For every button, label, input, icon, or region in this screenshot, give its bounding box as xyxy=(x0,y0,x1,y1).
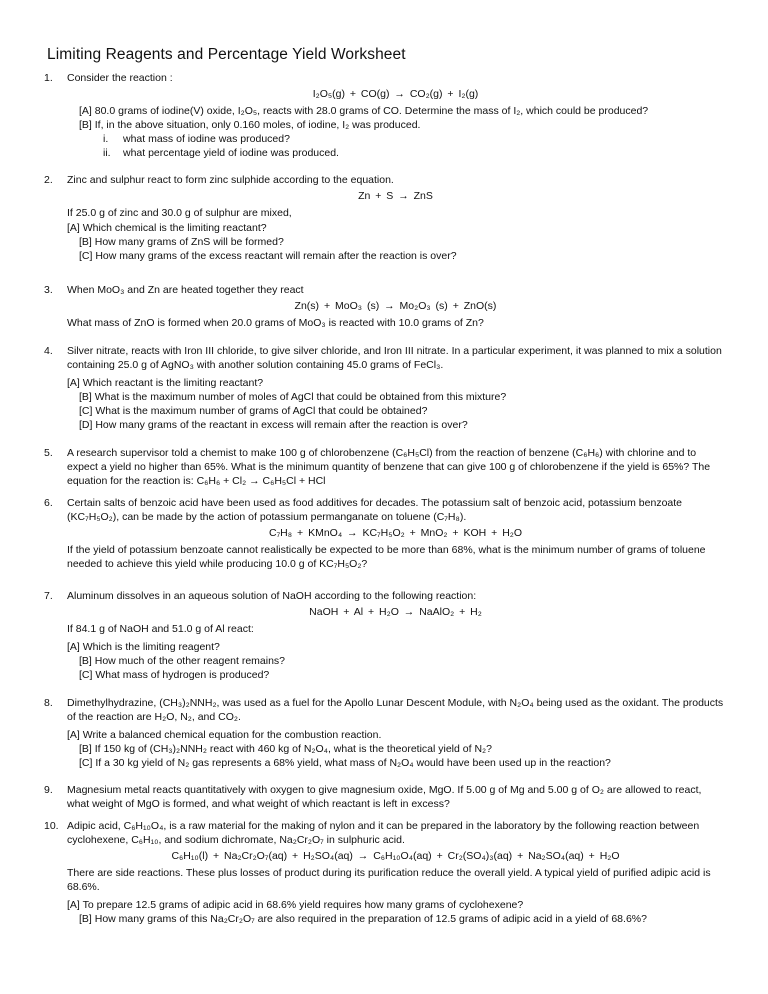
question-6 xyxy=(44,497,724,572)
reaction-equation: C₇H₈ + KMnO₄ → KC₇H₅O₂ + MnO₂ + KOH + H₂O xyxy=(268,526,523,539)
question-intro: Certain salts of benzoic acid have been used as food additives for decades. The potassium salt of benzoic acid, potassium benzoate (KC₇H₅O₂), can be made by the action of potassium permanganate on toluene (C₇H₈). xyxy=(67,497,683,523)
question-part: [B] If 150 kg of (CH₃)₂NNH₂ react with 460 kg of N₂O₄, what is the theoretical yield of N₂? xyxy=(79,742,492,755)
question-number: 9. xyxy=(44,784,53,796)
question-part: [A] Which reactant is the limiting reactant? xyxy=(67,376,264,389)
question-part: [A] To prepare 12.5 grams of adipic acid in 68.6% yield requires how many grams of cyclohexene? xyxy=(67,898,524,911)
question-part: [C] What is the maximum number of grams of AgCl that could be obtained? xyxy=(79,404,428,417)
page-title: Limiting Reagents and Percentage Yield Worksheet xyxy=(47,46,406,63)
question-number: 7. xyxy=(44,590,53,602)
question-intro: A research supervisor told a chemist to make 100 g of chlorobenzene (C₆H₅Cl) from the reaction of benzene (C₆H₆) with chlorine and to expect a yield no higher than 65%. What is the minimum quantity of benzene that can give 100 g of chlorobenzene if the yield is 65%? The equation for the reaction is: C₆H₆ + Cl₂ → C₆H₅Cl + HCl xyxy=(67,447,711,487)
question-intro: Aluminum dissolves in an aqueous solution of NaOH according to the following reaction: xyxy=(67,590,477,602)
reaction-equation: I₂O₅(g) + CO(g) → CO₂(g) + I₂(g) xyxy=(312,87,479,100)
question-number: 3. xyxy=(44,284,53,296)
question-part: [B] If, in the above situation, only 0.160 moles, of iodine, I₂ was produced. xyxy=(79,118,421,131)
subpart-label: i. xyxy=(103,132,109,145)
question-part: [B] How many grams of this Na₂Cr₂O₇ are also required in the preparation of 12.5 grams of adipic acid in a yield of 68.6%? xyxy=(79,912,647,925)
question-text: If 84.1 g of NaOH and 51.0 g of Al react: xyxy=(67,622,254,635)
question-3 xyxy=(44,284,724,331)
question-part: [B] How much of the other reagent remains? xyxy=(79,654,286,667)
question-8 xyxy=(44,697,724,771)
question-part: [C] How many grams of the excess reactant will remain after the reaction is over? xyxy=(79,249,457,262)
question-intro: Consider the reaction : xyxy=(67,72,173,84)
question-5 xyxy=(44,447,724,489)
question-intro: Dimethylhydrazine, (CH₃)₂NNH₂, was used as a fuel for the Apollo Lunar Descent Module, with N₂O₄ being used as the oxidant. The products of the reaction are H₂O, N₂, and CO₂. xyxy=(67,697,724,723)
subpart-text: what percentage yield of iodine was produced. xyxy=(123,146,339,159)
question-part: [A] Which is the limiting reagent? xyxy=(67,640,220,653)
subpart-text: what mass of iodine was produced? xyxy=(123,132,290,145)
question-number: 1. xyxy=(44,72,53,84)
question-10 xyxy=(44,820,724,927)
question-number: 10. xyxy=(44,820,59,832)
question-1 xyxy=(44,72,724,161)
question-intro: Silver nitrate, reacts with Iron III chloride, to give silver chloride, and Iron III nitrate. In a particular experiment, it was planned to mix a solution containing 25.0 g of AgNO₃ with another solution containing 45.0 grams of FeCl₃. xyxy=(67,345,722,371)
question-part: [B] How many grams of ZnS will be formed? xyxy=(79,235,284,248)
question-text: There are side reactions. These plus losses of product during its purification reduce the overall yield. A typical yield of purified adipic acid is 68.6%. xyxy=(67,866,711,893)
question-part: [A] Which chemical is the limiting reactant? xyxy=(67,221,267,234)
question-intro: When MoO₃ and Zn are heated together they react xyxy=(67,284,304,296)
question-2 xyxy=(44,174,724,264)
question-subpart xyxy=(103,147,724,161)
subpart-label: ii. xyxy=(103,146,111,159)
question-9 xyxy=(44,784,724,812)
reaction-equation: Zn + S → ZnS xyxy=(358,189,433,202)
question-part: [C] What mass of hydrogen is produced? xyxy=(79,668,270,681)
question-part: [A] 80.0 grams of iodine(V) oxide, I₂O₅, reacts with 28.0 grams of CO. Determine the mass of I₂, which could be produced? xyxy=(79,104,649,117)
question-text: If 25.0 g of zinc and 30.0 g of sulphur are mixed, xyxy=(67,206,292,219)
question-text: If the yield of potassium benzoate cannot realistically be expected to be more than 68%, what is the minimum number of grams of toluene needed to achieve this yield while producing 10.0 g of KC₇H₅O₂? xyxy=(67,543,706,570)
question-text: What mass of ZnO is formed when 20.0 grams of MoO₃ is reacted with 10.0 grams of Zn? xyxy=(67,316,484,329)
question-part: [A] Write a balanced chemical equation for the combustion reaction. xyxy=(67,728,382,741)
reaction-equation: C₆H₁₀(l) + Na₂Cr₂O₇(aq) + H₂SO₄(aq) → C₆H₁₀O₄(aq) + Cr₂(SO₄)₃(aq) + Na₂SO₄(aq) + H₂O xyxy=(171,849,620,862)
reaction-equation: Zn(s) + MoO₃ (s) → Mo₂O₃ (s) + ZnO(s) xyxy=(294,299,497,312)
question-subpart xyxy=(103,133,724,147)
question-part: [B] What is the maximum number of moles of AgCl that could be obtained from this mixture? xyxy=(79,390,507,403)
reaction-equation: NaOH + Al + H₂O → NaAlO₂ + H₂ xyxy=(309,605,482,618)
question-intro: Adipic acid, C₆H₁₀O₄, is a raw material for the making of nylon and it can be prepared in the laboratory by the following reaction between cyclohexene, C₆H₁₀, and sodium dichromate, Na₂Cr₂O₇ in sulphuric acid. xyxy=(67,820,700,846)
question-part: [C] If a 30 kg yield of N₂ gas represents a 68% yield, what mass of N₂O₄ would have been used up in the reaction? xyxy=(79,756,611,769)
question-number: 6. xyxy=(44,497,53,509)
question-number: 5. xyxy=(44,447,53,459)
question-intro: Magnesium metal reacts quantitatively with oxygen to give magnesium oxide, MgO. If 5.00 g of Mg and 5.00 g of O₂ are allowed to react, what weight of MgO is formed, and what weight of which reactant is left in excess? xyxy=(67,784,702,810)
question-4 xyxy=(44,345,724,433)
question-number: 8. xyxy=(44,697,53,709)
question-number: 4. xyxy=(44,345,53,357)
question-part: [D] How many grams of the reactant in excess will remain after the reaction is over? xyxy=(79,418,468,431)
question-intro: Zinc and sulphur react to form zinc sulphide according to the equation. xyxy=(67,174,394,186)
question-7 xyxy=(44,590,724,683)
question-number: 2. xyxy=(44,174,53,186)
